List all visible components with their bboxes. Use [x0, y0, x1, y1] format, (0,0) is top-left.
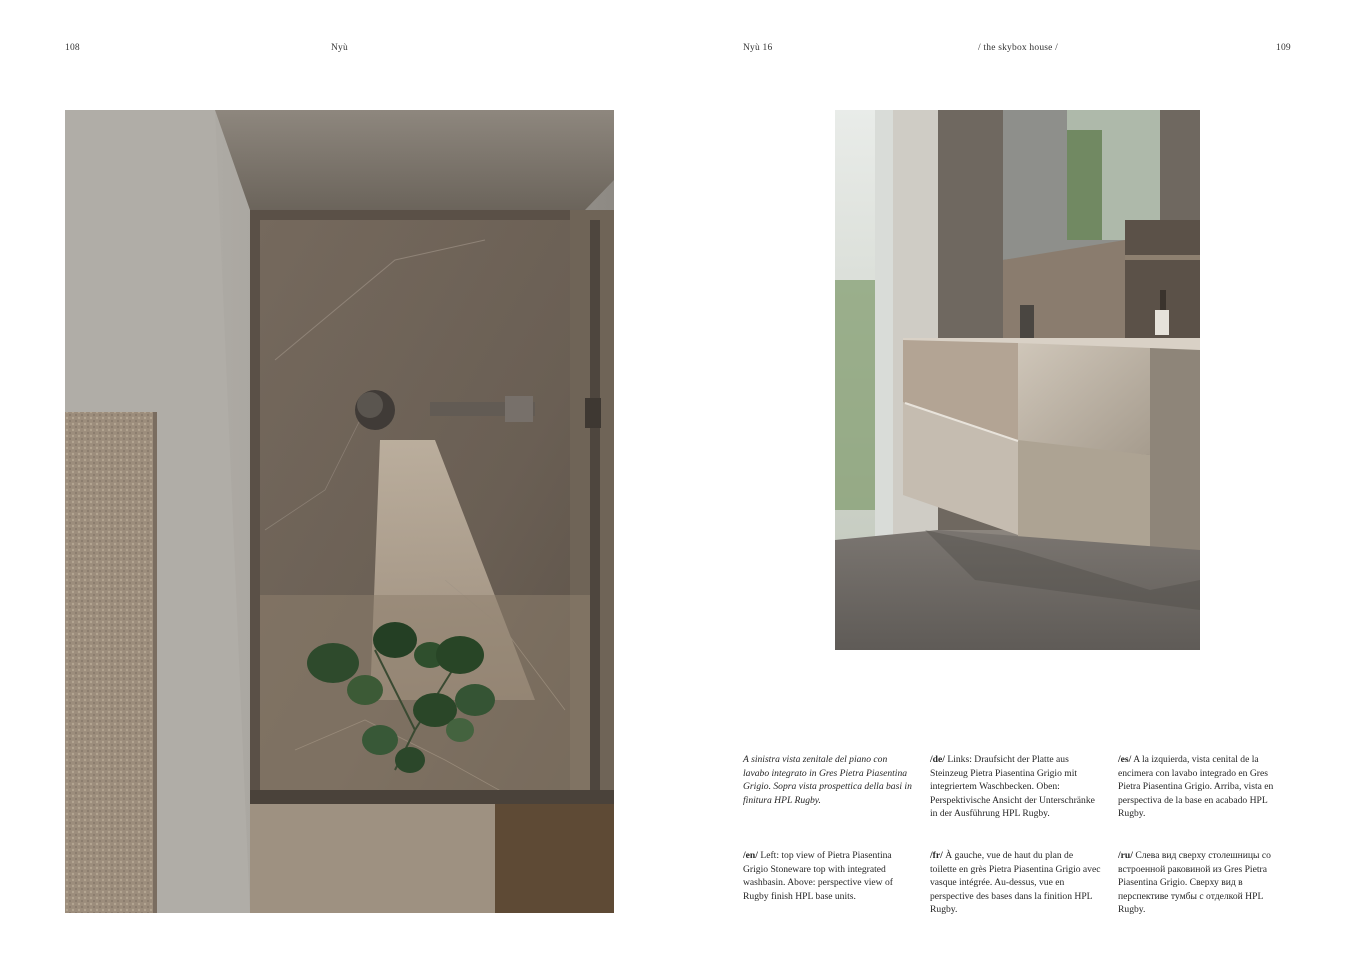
left-running-title: Nyù: [331, 43, 348, 53]
bathroom-vanity-perspective-photo: [835, 110, 1200, 650]
lang-tag-en: /en/: [743, 850, 758, 861]
right-section-title: / the skybox house /: [978, 43, 1058, 53]
bathroom-niche-top-view-photo: [65, 110, 614, 913]
right-page-number: 109: [1276, 43, 1291, 53]
right-running-title: Nyù 16: [743, 43, 773, 53]
caption-german: /de/ Links: Draufsicht der Platte aus Steinzeug Pietra Piasentina Grigio mit integriertem Waschbecken. Oben: Perspektivische Ansicht der Unterschränke in der Ausführung HPL Rugby.: [930, 754, 1095, 820]
caption-english: /en/ Left: top view of Pietra Piasentina Grigio Stoneware top with integrated washbasin. Above: perspective view of Rugby finish HPL base units.: [743, 850, 893, 902]
lang-tag-es: /es/: [1118, 754, 1132, 765]
lang-tag-ru: /ru/: [1118, 850, 1133, 861]
caption-spanish: /es/ A la izquierda, vista cenital de la encimera con lavabo integrado en Gres Pietra Piasentina Grigio. Arriba, vista en perspectiva de la base en acabado HPL Rugby.: [1118, 754, 1274, 820]
caption-russian: /ru/ Слева вид сверху столешницы со встроенной раковиной из Gres Pietra Piasentina Grigio. Сверху вид в перспективе тумбы с отделкой HPL Rugby.: [1118, 850, 1271, 916]
caption-french: /fr/ À gauche, vue de haut du plan de toilette en grès Pietra Piasentina Grigio avec vasque intégrée. Au-dessus, vue en perspective des bases dans la finition HPL Rugby.: [930, 850, 1101, 916]
lang-tag-fr: /fr/: [930, 850, 943, 861]
caption-italian: A sinistra vista zenitale del piano con lavabo integrato in Gres Pietra Piasentina Grigio. Sopra vista prospettica della basi in finitura HPL Rugby.: [743, 754, 912, 806]
lang-tag-de: /de/: [930, 754, 945, 765]
left-page-number: 108: [65, 43, 80, 53]
